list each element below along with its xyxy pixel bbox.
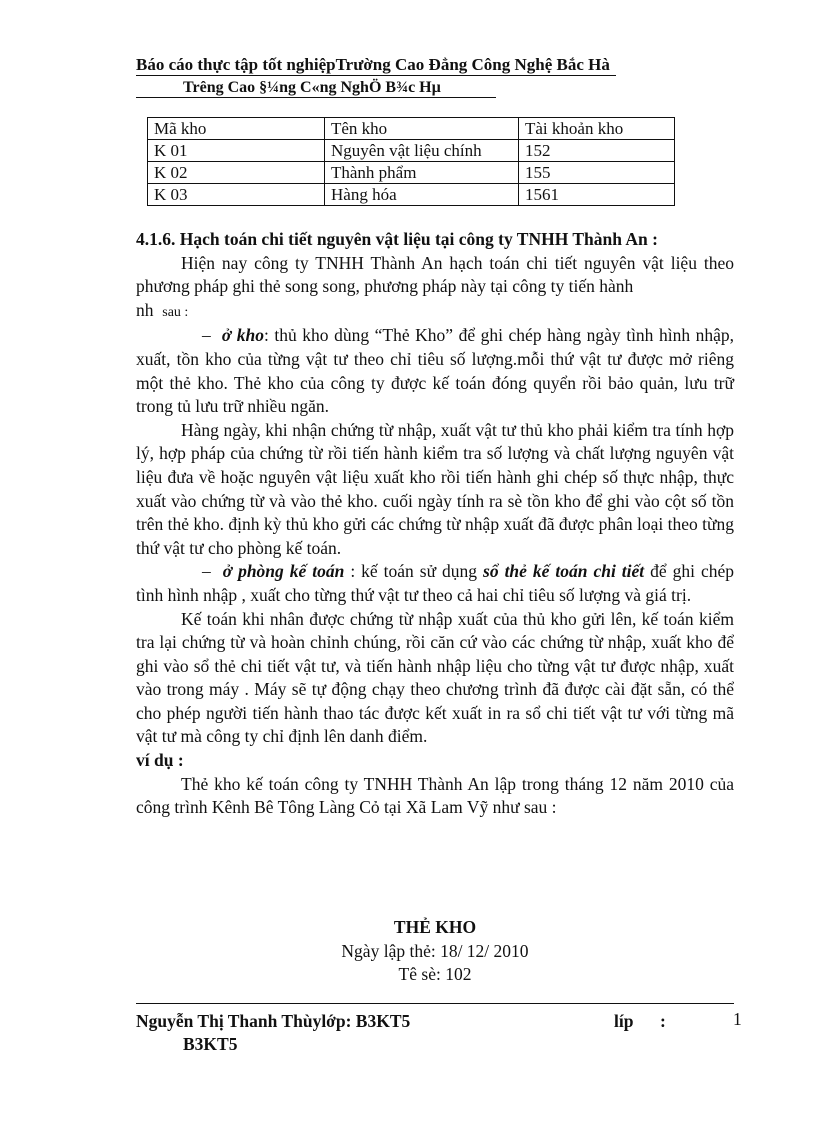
table-header-cell: Tên kho — [325, 118, 519, 140]
footer-lop-label: líp — [614, 1011, 634, 1031]
the-kho-number: Tê sè: 102 — [398, 964, 472, 984]
paragraph-kho — [136, 324, 734, 418]
table-cell: 152 — [519, 140, 675, 162]
table-cell: Hàng hóa — [325, 184, 519, 206]
label-phong-ke-toan: ở phòng kế toán — [222, 561, 345, 582]
paragraph-accounting — [136, 560, 734, 607]
table-cell: K 01 — [148, 140, 325, 162]
table-cell: 155 — [519, 162, 675, 184]
paragraph-procedure: Kế toán khi nhân được chứng từ nhập xuất của thủ kho gửi lên, kế toán kiểm tra lại chứng từ và hoàn chỉnh chúng, rồi căn cứ vào các chứng từ nhập, xuất kho để ghi vào sổ thẻ chi tiết vật tư, và tiến hành nhập liệu cho từng vật tư được nhập, xuất vào trong máy . Máy sẽ tự động chạy theo chương trình đã được cài đặt sẵn, có thể cho phép người tiến hành thao tác được kết xuất in ra sổ chi tiết vật tư với từng mã vật tư mà công ty chỉ định lên danh điểm. — [136, 608, 734, 747]
table-cell: Nguyên vật liệu chính — [325, 140, 519, 162]
footer-author: Nguyễn Thị Thanh Thùylớp: B3KT5 — [136, 1011, 411, 1031]
dash-bullet: – — [202, 561, 211, 582]
table-row — [148, 184, 675, 206]
header-underline — [136, 97, 496, 98]
accounting-mid-text: : kế toán sử dụng — [344, 561, 484, 582]
paragraph-intro-tail — [136, 299, 734, 325]
paragraph-daily: Hàng ngày, khi nhận chứng từ nhập, xuất vật tư thủ kho phải kiểm tra tính hợp lý, hợp pháp của chứng từ rồi tiến hành kiểm tra số lượng và chất lượng nguyên vật liệu đưa về hoặc nguyên vật liệu xuất kho rồi tiến hành ghi chép số thực nhập, thực xuất vào chứng từ và vào thẻ kho. cuối ngày tính ra sè tồn kho để ghi vào cột số tồn trên thẻ kho. định kỳ thủ kho gửi các chứng từ nhập xuất đã được phân loại theo từng thứ vật tư cho phòng kế toán. — [136, 419, 734, 558]
paragraph-intro-text: Hiện nay công ty TNHH Thành An hạch toán chi tiết nguyên vật liệu theo phương pháp ghi thẻ song song, phương pháp này tại công ty tiến hành — [136, 252, 734, 297]
example-label: ví dụ : — [136, 750, 184, 771]
warehouse-table — [147, 117, 675, 206]
table-row — [148, 140, 675, 162]
table-header-cell: Mã kho — [148, 118, 325, 140]
header-title: Báo cáo thực tập tốt nghiệpTrường Cao Đẳng Công Nghệ Bắc Hà — [136, 55, 616, 76]
table-header-cell: Tài khoản kho — [519, 118, 675, 140]
table-cell: Thành phẩm — [325, 162, 519, 184]
the-kho-date: Ngày lập thẻ: 18/ 12/ 2010 — [341, 941, 529, 961]
dash-bullet: – — [202, 325, 211, 346]
footer-divider — [136, 1003, 734, 1004]
intro-tail-a: nh — [136, 299, 154, 320]
paragraph-kho-text: : thủ kho dùng “Thẻ Kho” để ghi chép hàng ngày tình hình nhập, xuất, tồn kho của từng vật tư theo chỉ tiêu số lượng.mỗi thứ vật tư được mở riêng một thẻ kho. Thẻ kho của công ty được kế toán đóng quyển rồi bảo quản, lưu trữ trong tủ lưu trữ nhiều ngăn. — [136, 325, 735, 417]
paragraph-accounting-text: để ghi chép tình hình nhập , xuất cho từng thứ vật tư theo cả hai chỉ tiêu số lượng và giá trị. — [136, 561, 735, 605]
table-cell: K 02 — [148, 162, 325, 184]
label-o-kho: ở kho — [221, 325, 264, 346]
emphasis-so-the: sổ thẻ kế toán chi tiết — [483, 561, 645, 582]
page-number: 1 — [733, 1009, 742, 1029]
header-title-legacy-font: Trêng Cao §¼ng C«ng NghÖ B¾c Hµ — [183, 79, 441, 96]
section-heading: 4.1.6. Hạch toán chi tiết nguyên vật liệu tại công ty TNHH Thành An : — [136, 229, 658, 249]
paragraph-example: Thẻ kho kế toán công ty TNHH Thành An lập trong tháng 12 năm 2010 của công trình Kênh Bê Tông Làng Cỏ tại Xã Lam Vỹ như sau : — [136, 773, 734, 818]
body-text — [136, 228, 734, 820]
table-cell: K 03 — [148, 184, 325, 206]
table-row — [148, 162, 675, 184]
footer-class-code: B3KT5 — [183, 1034, 238, 1054]
paragraph-intro — [136, 252, 734, 299]
footer-colon: : — [660, 1011, 666, 1031]
the-kho-title: THẺ KHO — [393, 917, 477, 937]
table-cell: 1561 — [519, 184, 675, 206]
intro-tail-b: sau : — [162, 304, 189, 320]
table-header-row — [148, 118, 675, 140]
